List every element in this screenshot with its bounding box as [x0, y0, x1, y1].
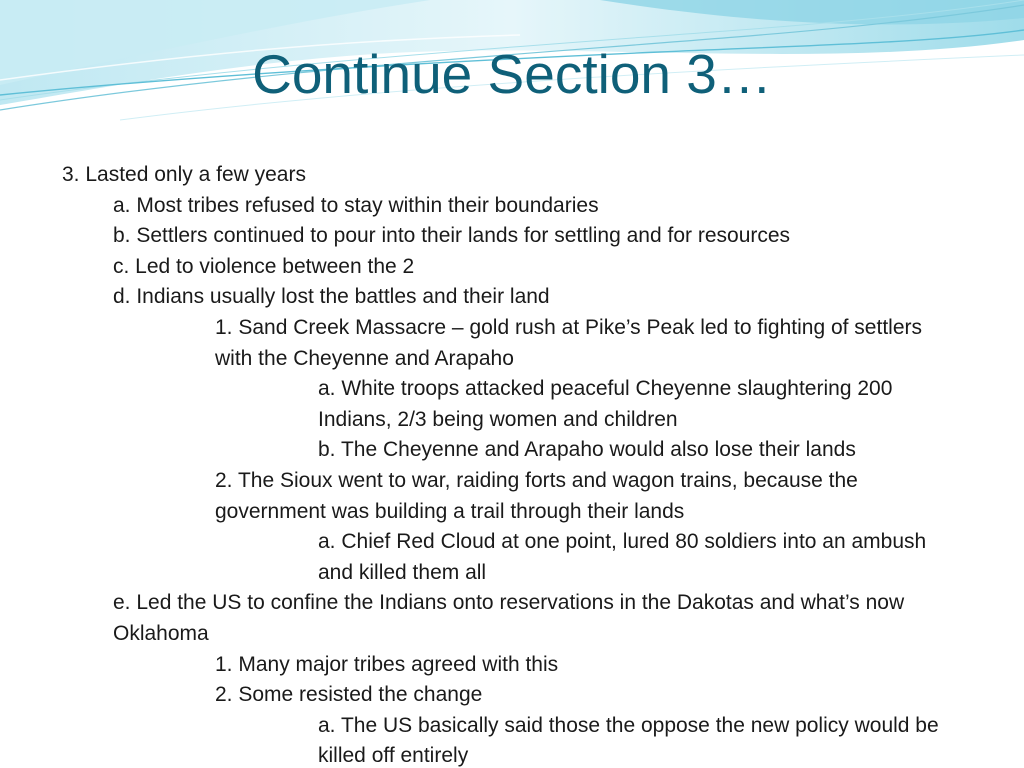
outline-item-3e2a-cont: killed off entirely [318, 744, 469, 767]
outline-item-3a: a. Most tribes refused to stay within their boundaries [113, 194, 599, 217]
outline-item-3c: c. Led to violence between the 2 [113, 255, 415, 278]
outline-item-3b: b. Settlers continued to pour into their lands for settling and for resources [113, 224, 791, 247]
outline-item-3d1-cont: with the Cheyenne and Arapaho [215, 347, 514, 370]
outline-item-3d1: 1. Sand Creek Massacre – gold rush at Pike’s Peak led to fighting of settlers [215, 316, 922, 339]
outline-item-3d1a: a. White troops attacked peaceful Cheyenne slaughtering 200 [318, 377, 893, 400]
outline-item-3e1: 1. Many major tribes agreed with this [215, 653, 559, 676]
outline-item-3d2: 2. The Sioux went to war, raiding forts and wagon trains, because the [215, 469, 858, 492]
outline-item-3d2a-cont: and killed them all [318, 561, 487, 584]
slide-title: Continue Section 3… [252, 43, 772, 105]
outline-item-3e2: 2. Some resisted the change [215, 683, 483, 706]
outline-item-3d1a-cont: Indians, 2/3 being women and children [318, 408, 678, 431]
outline-item-3e: e. Led the US to confine the Indians onto reservations in the Dakotas and what’s now [113, 591, 905, 614]
outline-item-3d1b: b. The Cheyenne and Arapaho would also lose their lands [318, 438, 856, 461]
outline-item-3e2a: a. The US basically said those the oppose the new policy would be [318, 714, 939, 737]
outline-item-3: 3. Lasted only a few years [62, 163, 306, 186]
outline-item-3e-cont: Oklahoma [113, 622, 209, 645]
outline-item-3d: d. Indians usually lost the battles and their land [113, 285, 550, 308]
slide-body [0, 160, 1024, 768]
outline-item-3d2-cont: government was building a trail through their lands [215, 500, 685, 523]
outline-item-3d2a: a. Chief Red Cloud at one point, lured 80 soldiers into an ambush [318, 530, 927, 553]
